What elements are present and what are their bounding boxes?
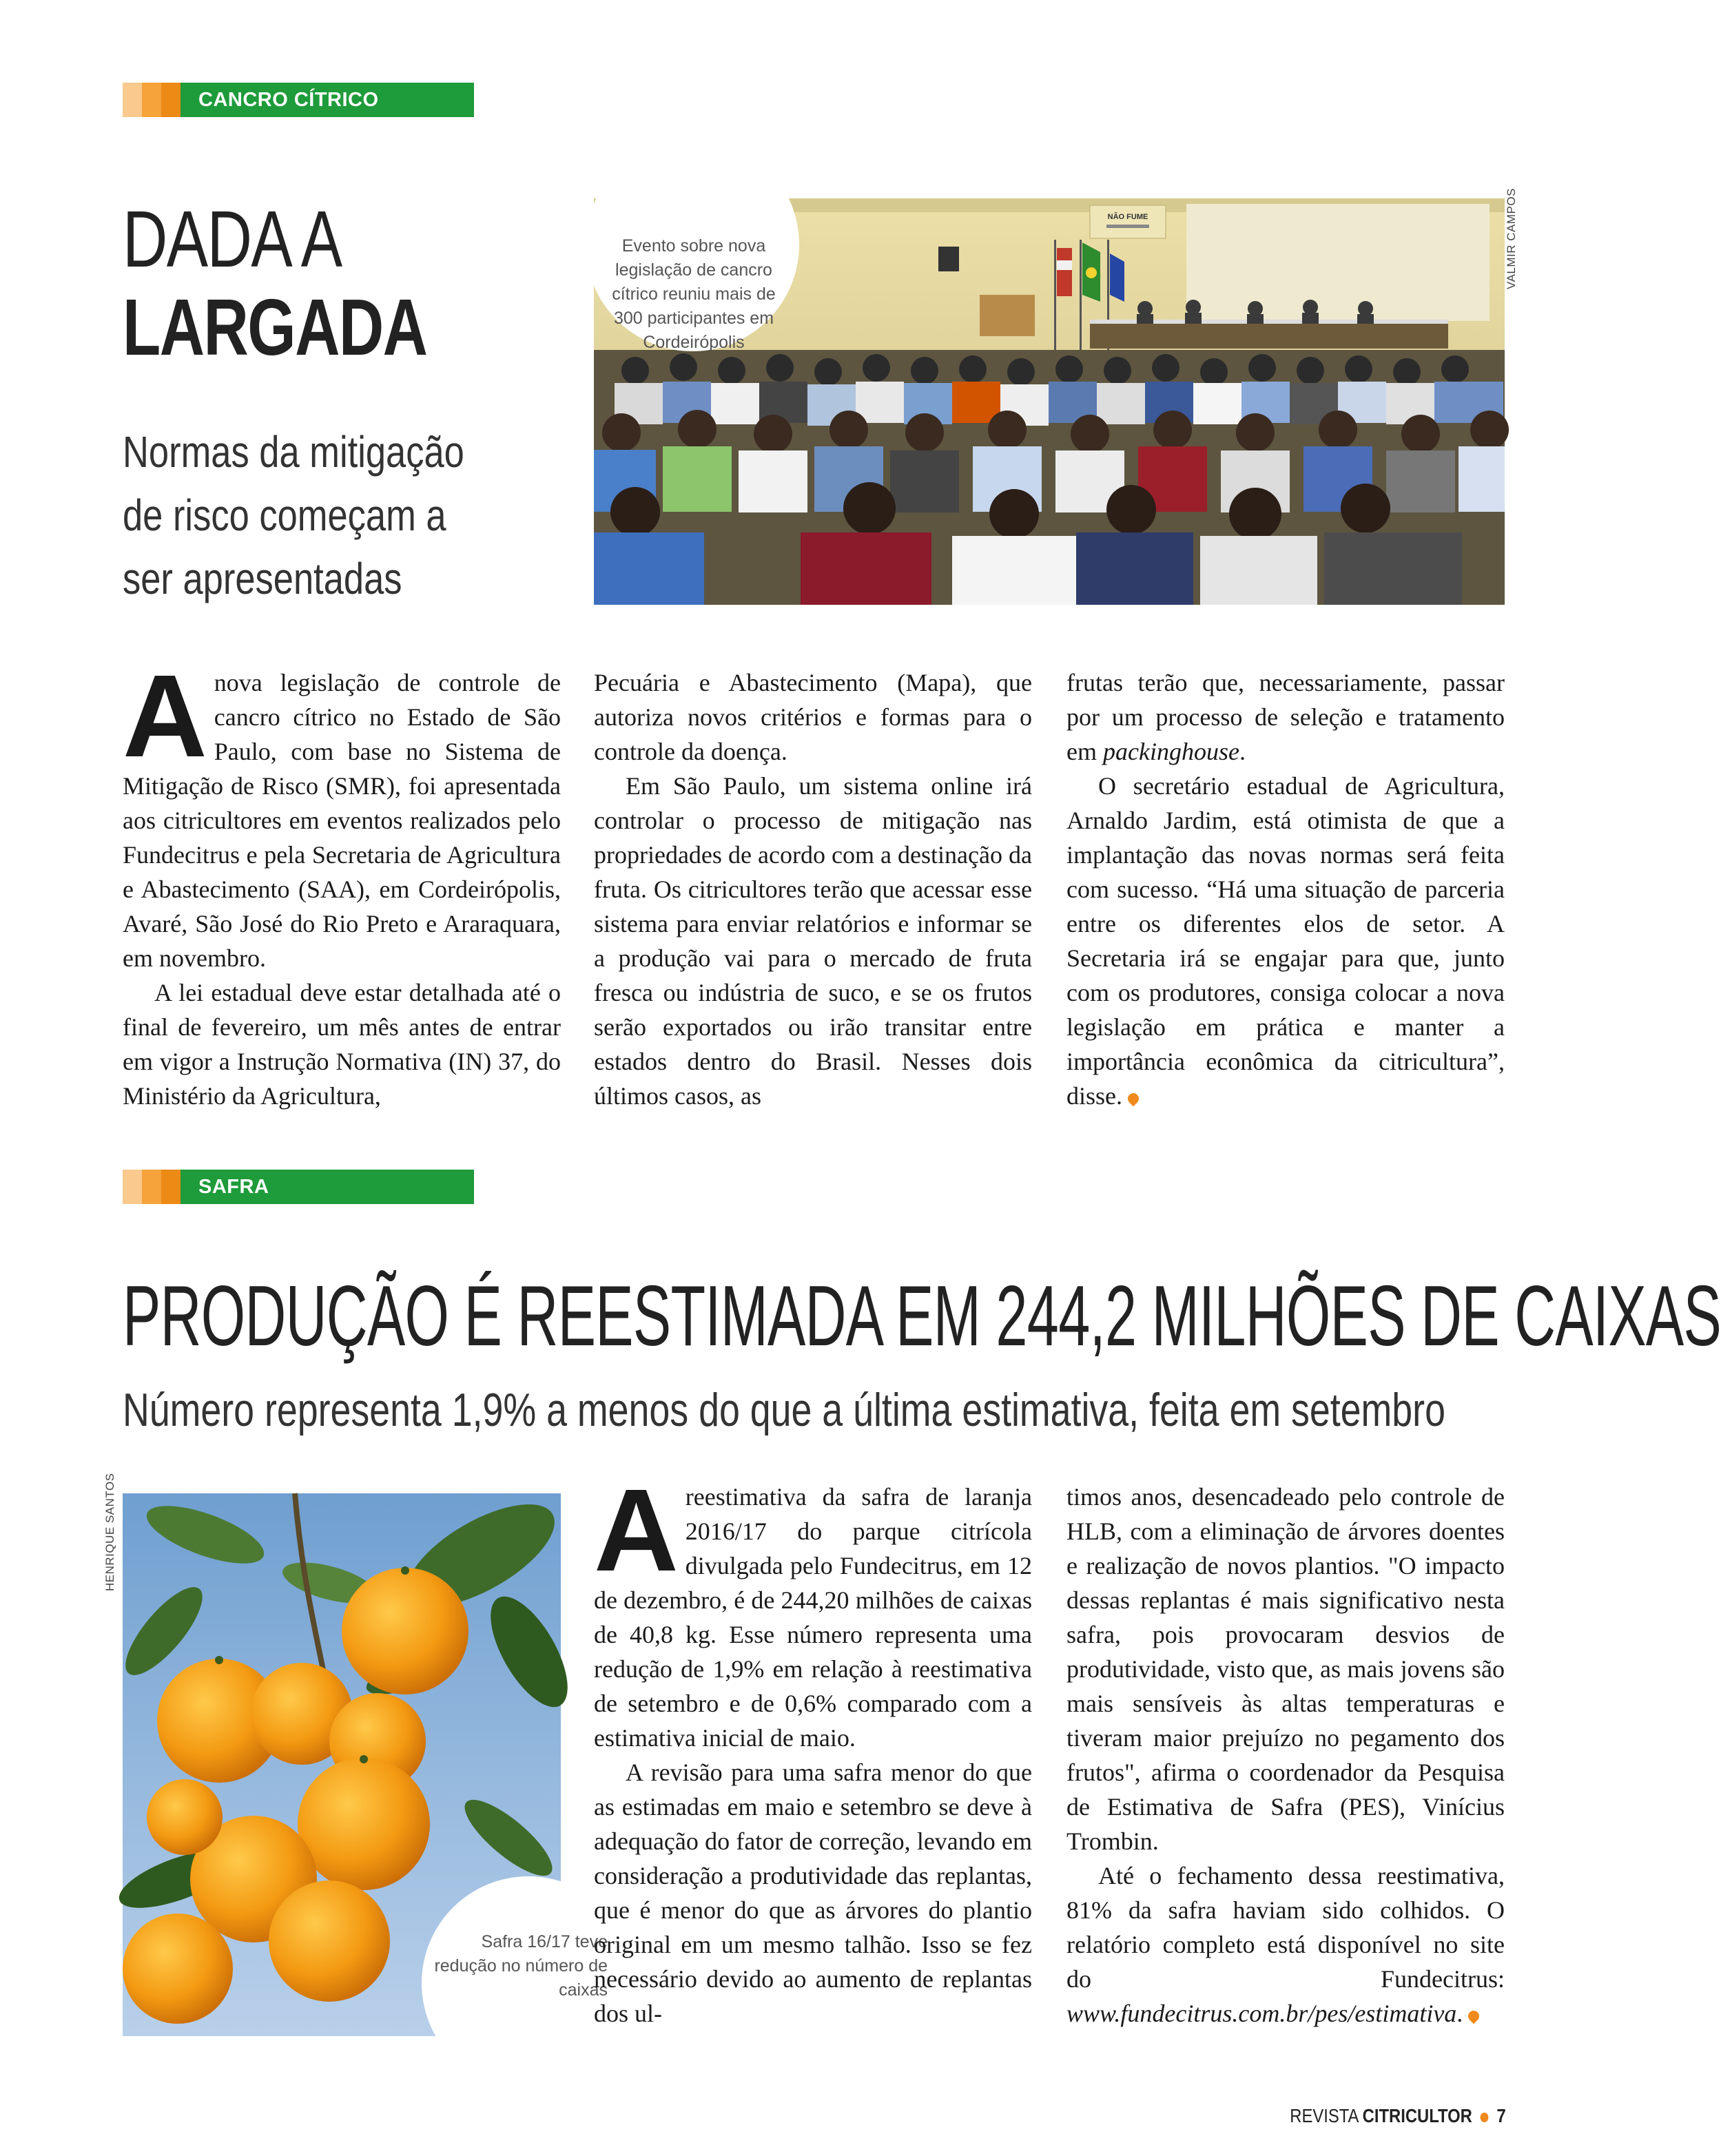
article1-paragraph [1066, 769, 1505, 1113]
article2-column2 [1066, 1480, 1505, 2031]
magazine-prefix: REVISTA [1290, 2105, 1359, 2126]
dropcap: A [594, 1465, 679, 1596]
headline-line2: LARGADA [123, 282, 427, 372]
article2-paragraph [1066, 1858, 1505, 2031]
paragraph-text: . [1456, 2000, 1463, 2027]
end-of-article-icon [1466, 2008, 1482, 2024]
section-tag-cancro [123, 83, 474, 117]
bullet-dot-icon [1481, 2113, 1489, 2122]
tag-stripe [161, 83, 181, 117]
tag-stripe [161, 1170, 181, 1204]
event-photo [594, 198, 1505, 605]
paragraph-text: frutas terão que, necessariamente, passar por um processo de seleção e tratamento em [1066, 669, 1505, 765]
dropcap: A [123, 651, 207, 782]
tag-stripe [123, 1170, 142, 1204]
article1-paragraph: Pecuária e Abastecimento (Mapa), que autoriza novos critérios e formas para o controle da doença. [594, 669, 1032, 765]
article1-paragraph: A lei estadual deve estar detalhada até o final de fevereiro, um mês antes de entrar em vigor a Instrução Normativa (IN) 37, do Ministério da Agricultura, [123, 979, 561, 1110]
tag-stripe [123, 83, 142, 117]
article1-column3 [1066, 665, 1505, 1113]
paragraph-text: Até o fechamento dessa reestimativa, 81% da safra haviam sido colhidos. O relatório completo está disponível no site do Fundecitrus: [1066, 1862, 1505, 1993]
paragraph-text: nova legislação de controle de cancro cítrico no Estado de São Paulo, com base no Sistema de Mitigação de Risco (SMR), foi apresentada aos citricultores em eventos realizados pelo Fundecitrus e pela Secretaria de Agricultura e Abastecimento (SAA), em Cordeirópolis, Avaré, São José do Rio Preto e Araraquara, em novembro. [123, 669, 561, 972]
article-deck: Normas da mitigação de risco começam a ser apresentadas [123, 427, 464, 603]
section-tag-label: SAFRA [181, 1170, 474, 1204]
article2-deck: Número representa 1,9% a menos do que a última estimativa, feita em setembro [123, 1384, 1445, 1436]
article1-paragraph [123, 651, 561, 975]
paragraph-text: O secretário estadual de Agricultura, Arnaldo Jardim, está otimista de que a implantação das novas normas será feita com sucesso. “Há uma situação de parceria entre os diferentes elos de setor. A Secretaria irá se engajar para que, junto com os produtores, consiga colocar a nova legislação em prática e manter a importância econômica da citricultura”, disse. [1066, 772, 1505, 1110]
article1-paragraph: Em São Paulo, um sistema online irá controlar o processo de mitigação nas propriedades de acordo com a destinação da fruta. Os citricultores terão que acessar esse sistema para enviar relatórios e informar se a produção vai para o mercado de fruta fresca ou indústria de suco, e se os frutos serão exportados ou irão transitar entre estados dentro do Brasil. Nesses dois últimos casos, as [594, 772, 1032, 1110]
paragraph-text: . [1239, 738, 1246, 765]
photo-credit-valmir: VALMIR CAMPOS [1505, 188, 1518, 289]
end-of-article-icon [1126, 1090, 1142, 1106]
oranges-photo-caption: Safra 16/17 teve redução no número de caixas [422, 1876, 635, 2090]
article1-paragraph [1066, 665, 1505, 769]
italic-term: packinghouse [1102, 738, 1239, 765]
photo-credit-henrique: HENRIQUE SANTOS [103, 1473, 116, 1591]
event-photo-caption: Evento sobre nova legislação de cancro cítrico reuniu mais de 300 participantes em Cordeirópolis [586, 138, 799, 351]
headline-line1: DADA A [123, 194, 342, 284]
magazine-name: CITRICULTOR [1362, 2105, 1473, 2126]
article2-paragraph: A revisão para uma safra menor do que as estimadas em maio e setembro se deve à adequação do fator de correção, levando em consideração a produtividade das replantas, que é menor do que as árvores do plantio original em um mesmo talhão. Isso se fez necessário devido ao aumento de replantas dos ul- [594, 1759, 1032, 2027]
article1-column1 [123, 651, 561, 1113]
page-footer [1290, 2105, 1506, 2127]
oranges-photo [123, 1493, 608, 2036]
website-link[interactable]: www.fundecitrus.com.br/pes/estimativa [1066, 2000, 1457, 2027]
page-number: 7 [1496, 2105, 1506, 2126]
tag-stripe [142, 83, 161, 117]
article2-paragraph [594, 1465, 1032, 1755]
paragraph-text: reestimativa da safra de laranja 2016/17 do parque citrícola divulgada pelo Fundecitrus, em 12 de dezembro, é de 244,20 milhões de caixas de 40,8 kg. Esse número representa uma redução de 1,9% em relação à reestimativa de setembro e de 0,6% comparado com a estimativa inicial de maio. [594, 1483, 1032, 1752]
article2-column1 [594, 1465, 1032, 2031]
no-smoking-sign: NÃO FUME [1107, 213, 1148, 221]
section-tag-safra [123, 1170, 474, 1204]
tag-stripe [142, 1170, 161, 1204]
article2-paragraph: timos anos, desencadeado pelo controle de HLB, com a eliminação de árvores doentes e realização de novos plantios. "O impacto dessas replantas é mais significativo nesta safra, pois provocaram desvios de produtividade, visto que, as mais jovens são mais sensíveis às altas temperaturas e tiveram maior prejuízo no pegamento dos frutos", afirma o coordenador da Pesquisa de Estimativa de Safra (PES), Vinícius Trombin. [1066, 1483, 1505, 1855]
article1-column2 [594, 665, 1032, 1113]
article2-headline: PRODUÇÃO É REESTIMADA EM 244,2 MILHÕES DE CAIXAS [123, 1269, 1721, 1364]
section-tag-label: CANCRO CÍTRICO [181, 83, 474, 117]
